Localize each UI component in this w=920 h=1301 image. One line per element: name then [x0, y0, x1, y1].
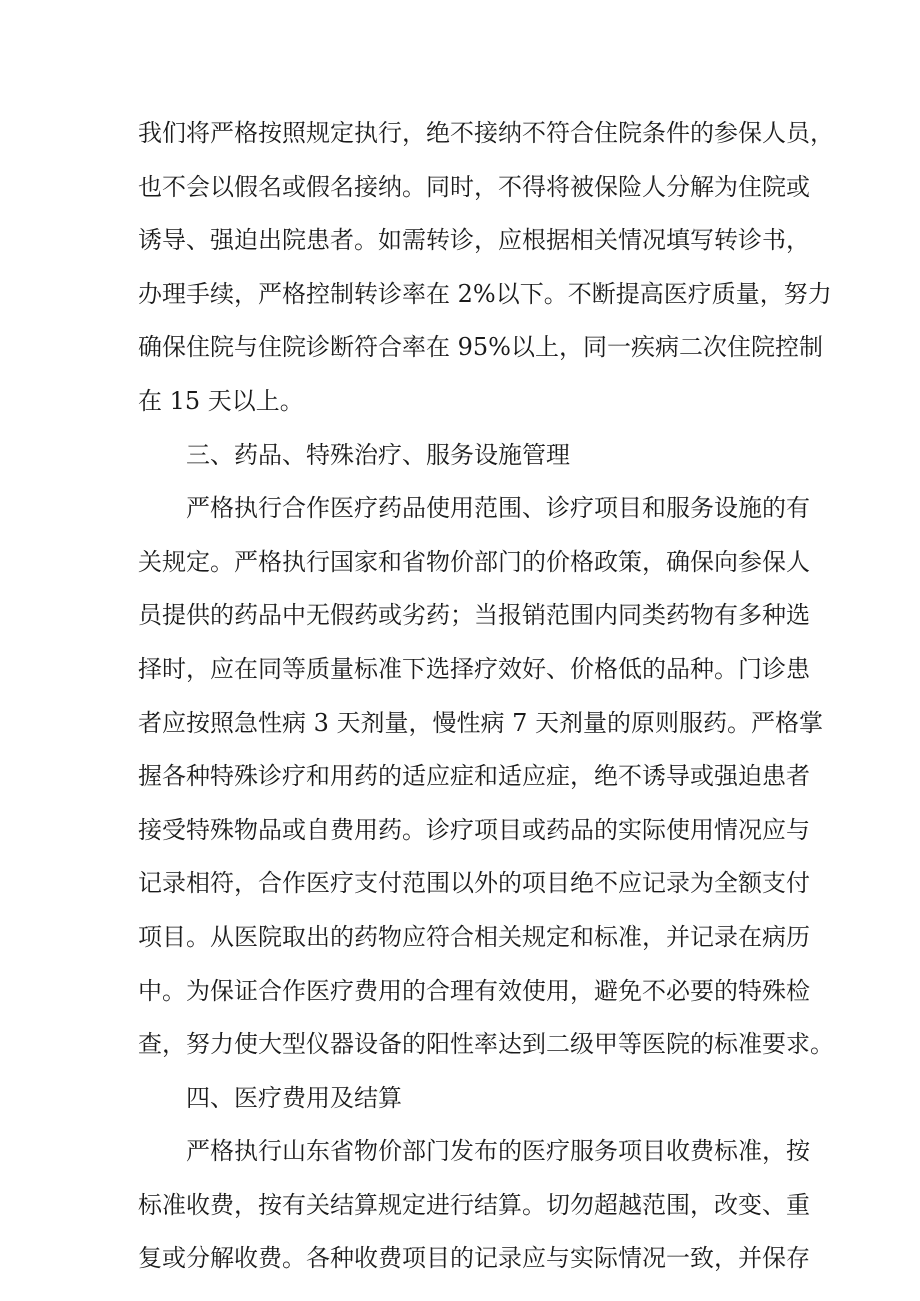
paragraph-1-line: 也不会以假名或假名接纳。同时，不得将被保险人分解为住院或 [138, 172, 810, 201]
section-heading-3: 三、药品、特殊治疗、服务设施管理 [186, 440, 570, 469]
paragraph-1-line: 在 15 天以上。 [138, 386, 304, 415]
paragraph-2-line: 记录相符，合作医疗支付范围以外的项目绝不应记录为全额支付 [138, 869, 810, 898]
paragraph-2-line: 严格执行合作医疗药品使用范围、诊疗项目和服务设施的有 [186, 494, 810, 523]
paragraph-1-line: 办理手续，严格控制转诊率在 2%以下。不断提高医疗质量，努力 [138, 279, 832, 308]
section-heading-4: 四、医疗费用及结算 [186, 1083, 402, 1112]
paragraph-2-line: 关规定。严格执行国家和省物价部门的价格政策，确保向参保人 [138, 547, 810, 576]
paragraph-2-line: 中。为保证合作医疗费用的合理有效使用，避免不必要的特殊检 [138, 976, 810, 1005]
paragraph-1-line: 诱导、强迫出院患者。如需转诊，应根据相关情况填写转诊书， [138, 226, 810, 255]
paragraph-2-line: 员提供的药品中无假药或劣药；当报销范围内同类药物有多种选 [138, 601, 810, 630]
paragraph-3-line: 标准收费，按有关结算规定进行结算。切勿超越范围，改变、重 [138, 1190, 810, 1219]
paragraph-2-line: 握各种特殊诊疗和用药的适应症和适应症，绝不诱导或强迫患者 [138, 762, 810, 791]
paragraph-2-line: 接受特殊物品或自费用药。诊疗项目或药品的实际使用情况应与 [138, 815, 810, 844]
paragraph-2-line: 项目。从医院取出的药物应符合相关规定和标准，并记录在病历 [138, 922, 810, 951]
paragraph-2-line: 查，努力使大型仪器设备的阳性率达到二级甲等医院的标准要求。 [138, 1030, 834, 1059]
paragraph-2-line: 者应按照急性病 3 天剂量，慢性病 7 天剂量的原则服药。严格掌 [138, 708, 824, 737]
paragraph-3-line: 复或分解收费。各种收费项目的记录应与实际情况一致，并保存 [138, 1244, 810, 1273]
document-body [138, 107, 834, 1286]
paragraph-1-line: 我们将严格按照规定执行，绝不接纳不符合住院条件的参保人员， [138, 119, 834, 147]
paragraph-2-line: 择时，应在同等质量标准下选择疗效好、价格低的品种。门诊患 [138, 654, 810, 683]
paragraph-1-line: 确保住院与住院诊断符合率在 95%以上，同一疾病二次住院控制 [138, 333, 823, 362]
paragraph-3-line: 严格执行山东省物价部门发布的医疗服务项目收费标准，按 [186, 1137, 810, 1166]
